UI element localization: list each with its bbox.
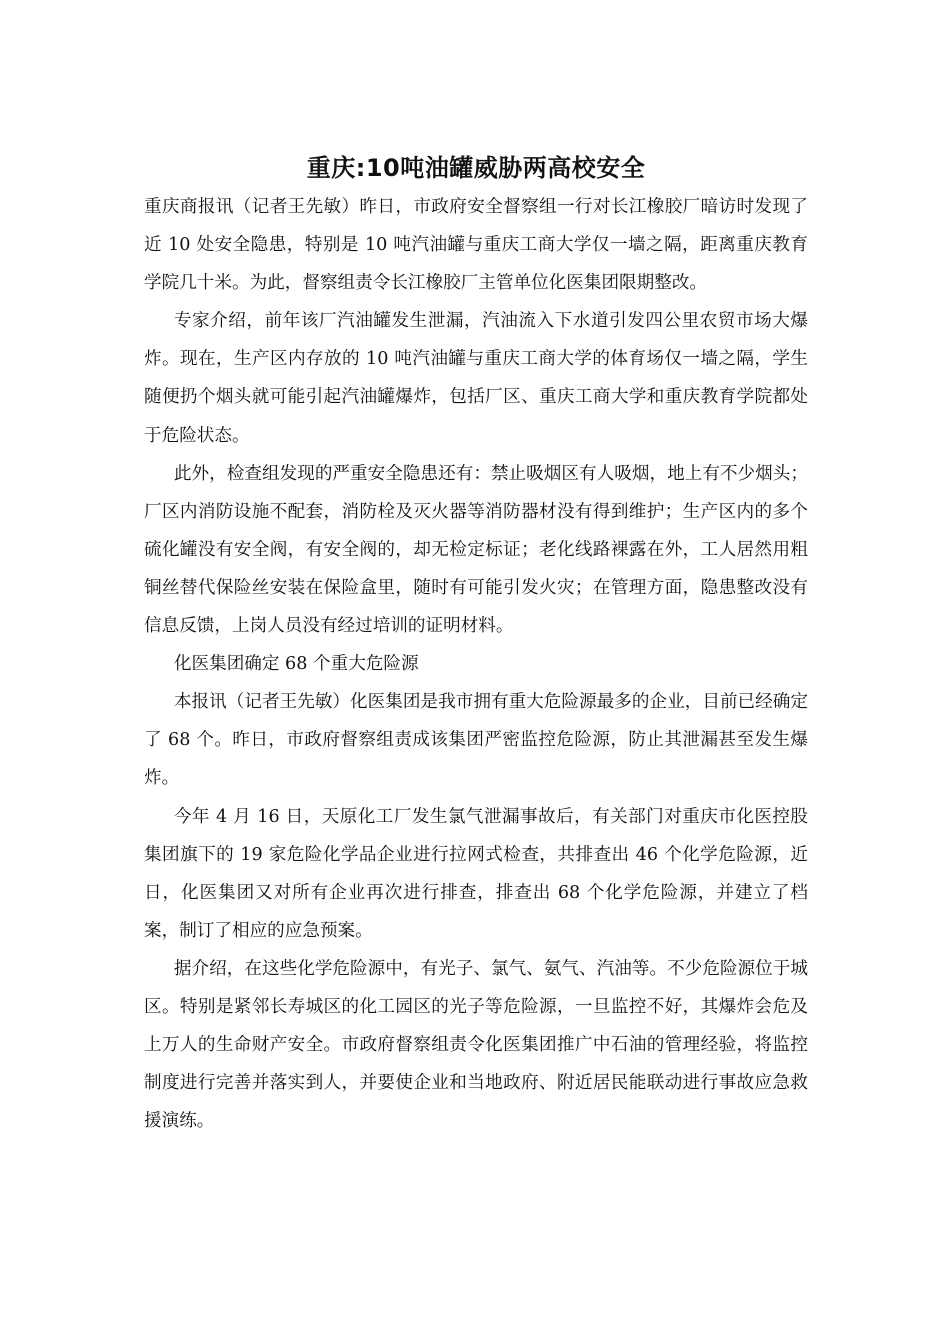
article-title: 重庆:10吨油罐威胁两高校安全 [306, 154, 646, 182]
paragraph-7: 据介绍，在这些化学危险源中，有光子、氯气、氨气、汽油等。不少危险源位于城区。特别是紧邻长寿城区的化工园区的光子等危险源，一旦监控不好，其爆炸会危及上万人的生命财产安全。市政府督察组责令化医集团推广中石油的管理经验，将监控制度进行完善并落实到人，并要使企业和当地政府、附近居民能联动进行事故应急救援演练。 [144, 958, 808, 1132]
paragraph-6: 今年 4 月 16 日，天原化工厂发生氯气泄漏事故后，有关部门对重庆市化医控股集团旗下的 19 家危险化学品企业进行拉网式检查，共排查出 46 个化学危险源，近日，化医集团又对所有企业再次进行排查，排查出 68 个化学危险源，并建立了档案，制订了相应的应急预案。 [144, 806, 808, 941]
paragraph-2: 专家介绍，前年该厂汽油罐发生泄漏，汽油流入下水道引发四公里农贸市场大爆炸。现在，生产区内存放的 10 吨汽油罐与重庆工商大学的体育场仅一墙之隔，学生随便扔个烟头就可能引起汽油罐爆炸，包括厂区、重庆工商大学和重庆教育学院都处于危险状态。 [144, 311, 808, 446]
document-page [144, 150, 808, 1140]
subheading: 化医集团确定 68 个重大危险源 [173, 654, 419, 675]
paragraph-1: 重庆商报讯（记者王先敏）昨日，市政府安全督察组一行对长江橡胶厂暗访时发现了近 10 处安全隐患，特别是 10 吨汽油罐与重庆工商大学仅一墙之隔，距离重庆教育学院几十米。为此，督察组责令长江橡胶厂主管单位化医集团限期整改。 [144, 197, 808, 294]
paragraph-3: 此外，检查组发现的严重安全隐患还有：禁止吸烟区有人吸烟，地上有不少烟头；厂区内消防设施不配套，消防栓及灭火器等消防器材没有得到维护；生产区内的多个硫化罐没有安全阀，有安全阀的，却无检定标证；老化线路裸露在外，工人居然用粗铜丝替代保险丝安装在保险盒里，随时有可能引发火灾；在管理方面，隐患整改没有信息反馈，上岗人员没有经过培训的证明材料。 [144, 463, 808, 637]
paragraph-5: 本报讯（记者王先敏）化医集团是我市拥有重大危险源最多的企业，目前已经确定了 68 个。昨日，市政府督察组责成该集团严密监控危险源，防止其泄漏甚至发生爆炸。 [144, 692, 808, 789]
